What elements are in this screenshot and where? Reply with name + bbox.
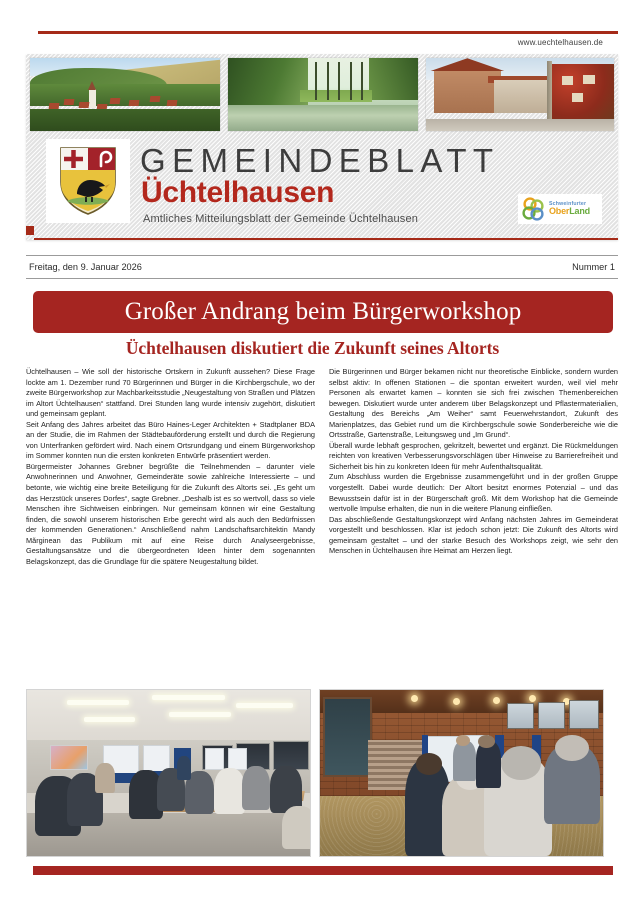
pond-trees-photo xyxy=(228,58,418,131)
paragraph: Üchtelhausen – Wie soll der historische Ortskern in Zukunft aussehen? Diese Frage lockte am 1. Dezember rund 70 Bürgerinnen und Bürger in die Kirchbergschule, wo der zweite Bürgerworkshop zur Machbarkeitsstudie „Neugestaltung von Straßen und Plätzen im Altort Üchtelhausen“ stattfand. Drei Stunden lang wurde intensiv zugehört, diskutiert und gemeinsam geplant. xyxy=(26,367,315,419)
village-panorama-photo xyxy=(30,58,220,131)
masthead-title: GEMEINDEBLATT xyxy=(140,142,500,179)
paragraph: Zum Abschluss wurden die Ergebnisse zusammengeführt und in der großen Gruppe vorgestellt. Dabei wurde deutlich: Der Altort besitzt enormes Potenzial – und das Bewusstsein dafür ist in der Bürgerschaft groß. Mit dem Workshop hat die Gemeinde wertvolle Impulse erhalten, die nun in die weitere Planung einfließen. xyxy=(329,472,618,514)
workshop-brick-hall-photo xyxy=(319,689,604,857)
article-headline: Großer Andrang beim Bürgerworkshop xyxy=(124,298,522,325)
bottom-red-bar xyxy=(33,866,613,875)
masthead xyxy=(26,54,618,240)
paragraph: Das abschließende Gestaltungskonzept wird Anfang nächsten Jahres im Gemeinderat vorgestellt und beschlossen. Klar ist jedoch schon jetzt: Die Zukunft des Altorts wird gemeinsam gestaltet – und der starke Besuch des Workshops zeigt, wie sehr den Menschen in Üchtelhausen ihre Heimat am Herzen liegt. xyxy=(329,514,618,556)
header-photo-strip xyxy=(30,58,614,131)
issue-date: Freitag, den 9. Januar 2026 xyxy=(29,262,142,272)
coat-of-arms xyxy=(46,139,130,223)
coat-of-arms-icon xyxy=(59,146,117,216)
issue-number: Nummer 1 xyxy=(572,262,615,272)
workshop-classroom-photo xyxy=(26,689,311,857)
masthead-municipality: Üchtelhausen xyxy=(141,176,335,209)
article-left-column xyxy=(26,367,315,567)
masthead-bottom-rule xyxy=(34,238,618,240)
headline-banner xyxy=(33,291,613,333)
oberland-rings-icon xyxy=(521,197,547,221)
paragraph: Überall wurde lebhaft gesprochen, gekritzelt, bewertet und ergänzt. Die Rückmeldungen reichten von kreativen Verbesserungsvorschlägen über Hinweise zu Barrierefreiheit und Sicherheit bis hin zu konkreten Ideen für mehr Aufenthaltsqualität. xyxy=(329,440,618,471)
article-right-column xyxy=(329,367,618,567)
paragraph: Seit Anfang des Jahres arbeitet das Büro Haines-Leger Architekten + Stadtplaner BDA an der Studie, die im Rahmen der Städtebauförderung erstellt und durch die Regierung von Unterfranken gefördert wird. Nach einem Ortsrundgang und einem Bürgerworkshop im Sommer konnten nun die ersten konkreten Entwürfe präsentiert werden. xyxy=(26,419,315,461)
article-columns xyxy=(26,367,618,567)
issue-bar xyxy=(26,256,618,278)
website-url[interactable]: www.uechtelhausen.de xyxy=(517,38,603,47)
oberland-logo-line1: Schweinfurter xyxy=(549,200,587,207)
masthead-corner-mark xyxy=(26,226,34,235)
paragraph: Die Bürgerinnen und Bürger bekamen nicht nur theoretische Einblicke, sondern wurden selbst aktiv: In offenen Stationen – die spontan erweitert wurden, weil viel mehr Personen als erwartet kamen – konnten sie sich frei zwischen Themenbereichen bewegen. Diskutiert wurde unter anderem über Belagskonzept und Pflastermaterialien, Gestaltung des Bereichs „Am Weiher“ samt Feuerwehrstandort, Zukunft des Marienplatzes, das Gebiet rund um die Kirchbergschule sowie Sonderbereiche wie die Ortsstraße, Gartenstraße, Leitungsweg und „Im Grund“. xyxy=(329,367,618,440)
brick-houses-ivy-photo xyxy=(426,58,614,131)
oberland-logo-land: Land xyxy=(569,206,590,216)
issue-rule-bottom xyxy=(26,278,618,279)
schweinfurter-oberland-logo[interactable] xyxy=(518,194,602,224)
paragraph: Bürgermeister Johannes Grebner begrüßte die Teilnehmenden – darunter viele Anwohnerinnen und Anwohner, Gemeinderäte sowie zahlreiche Interessierte – und betonte, wie wichtig eine breite Beteiligung für die Zukunft des Altorts sei. „Es geht um das Herzstück unseres Dorfes“, sagte Grebner. „Deshalb ist es so wertvoll, dass so viele Menschen ihre Sichtweisen einbringen. Nur gemeinsam können wir eine Gestaltung finden, die sowohl unserem historischen Erbe gerecht wird als auch den Bedürfnissen der kommenden Generationen.“ Anschließend nahm Landschaftsarchitektin Mandy Mărginean das Publikum mit auf eine Reise durch Analyseergebnisse, Gestaltungsansätze und die übergeordneten Ideen hinter dem sogenannten Belagskonzept, das die Grundlage für die spätere Neugestaltung bildet. xyxy=(26,461,315,566)
masthead-tagline: Amtliches Mitteilungsblatt der Gemeinde Üchtelhausen xyxy=(143,213,418,225)
article-subheadline: Üchtelhausen diskutiert die Zukunft seines Altorts xyxy=(125,338,500,358)
top-red-rule xyxy=(38,31,618,34)
oberland-logo-ober: Ober xyxy=(549,206,570,216)
